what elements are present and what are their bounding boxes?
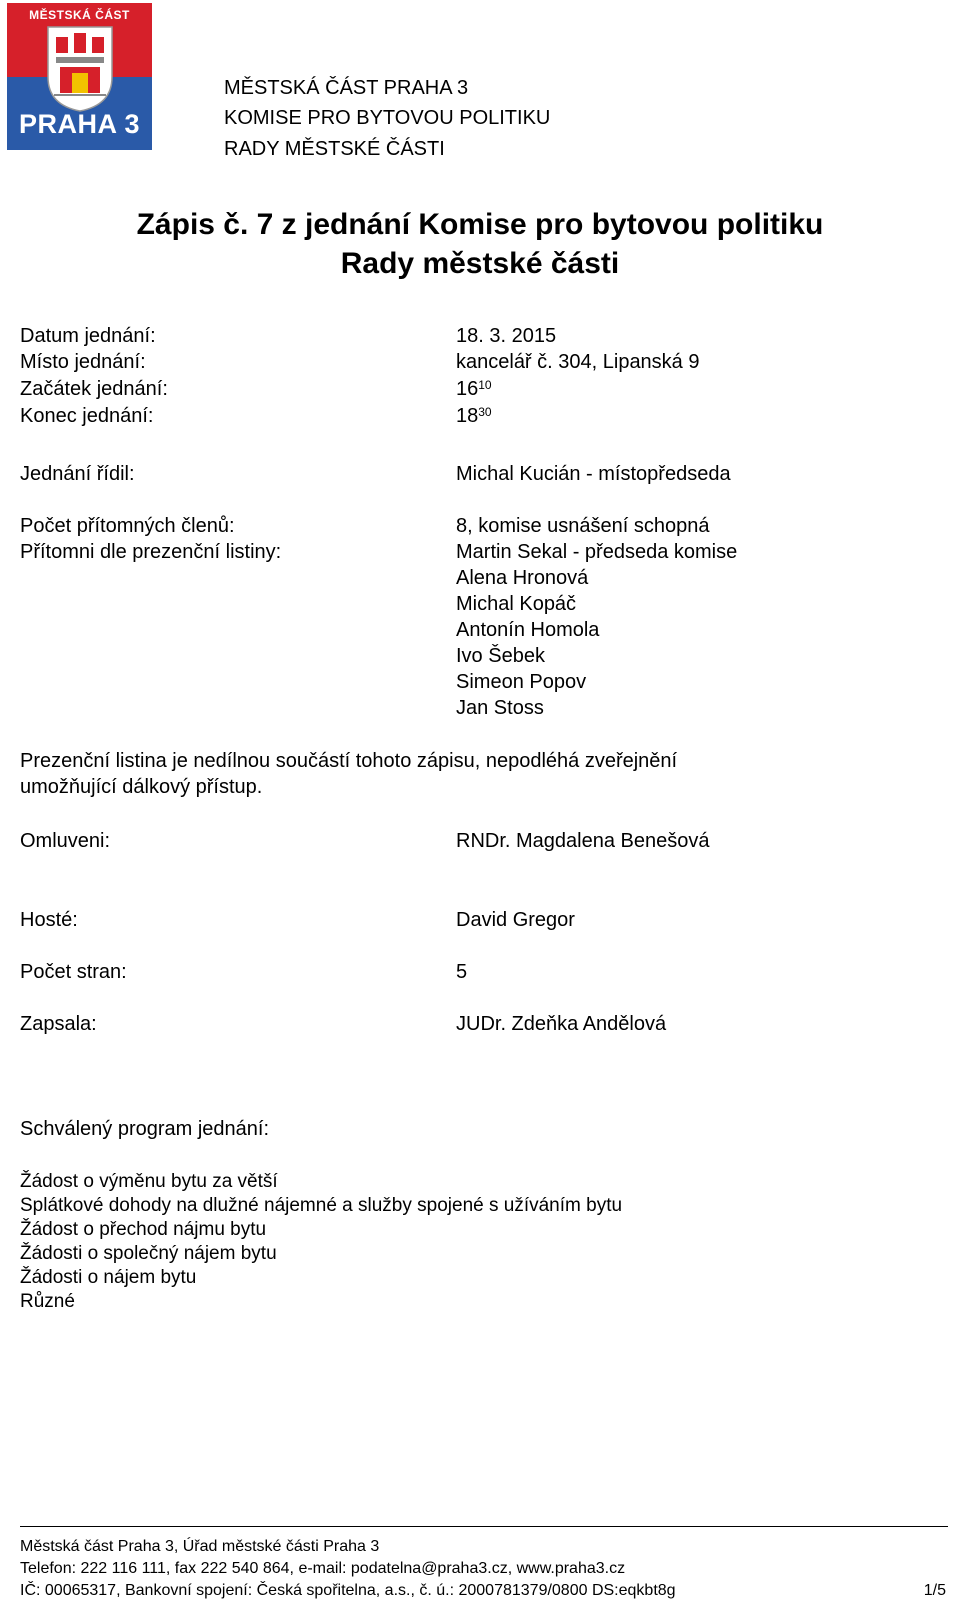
member-item: Martin Sekal - předseda komise — [456, 541, 738, 563]
footer-divider — [20, 1526, 948, 1527]
header-council: RADY MĚSTSKÉ ČÁSTI — [224, 138, 445, 160]
attendance-note-line1: Prezenční listina je nedílnou součástí tohoto zápisu, nepodléhá zveřejnění — [20, 750, 678, 772]
place-label: Místo jednání: — [20, 351, 146, 373]
header-municipality: MĚSTSKÁ ČÁST PRAHA 3 — [224, 77, 469, 99]
date-value: 18. 3. 2015 — [456, 325, 557, 347]
place-value: kancelář č. 304, Lipanská 9 — [456, 351, 700, 373]
chair-label: Jednání řídil: — [20, 463, 135, 485]
start-label: Začátek jednání: — [20, 378, 168, 400]
end-minutes: 30 — [478, 405, 492, 419]
agenda-item: Různé — [20, 1291, 75, 1312]
attendance-note-line2: umožňující dálkový přístup. — [20, 776, 263, 798]
agenda-item: Žádost o výměnu bytu za větší — [20, 1171, 278, 1192]
member-item: Alena Hronová — [456, 567, 589, 589]
member-item: Michal Kopáč — [456, 593, 577, 615]
page-number: 1/5 — [923, 1582, 946, 1599]
agenda-heading: Schválený program jednání: — [20, 1118, 270, 1140]
date-label: Datum jednání: — [20, 325, 156, 347]
member-item: Ivo Šebek — [456, 645, 545, 667]
footer-contact: Telefon: 222 116 111, fax 222 540 864, e-mail: podatelna@praha3.cz, www.praha3.cz — [20, 1560, 626, 1577]
logo-name: PRAHA 3 — [18, 109, 141, 139]
start-minutes: 10 — [478, 378, 492, 392]
member-count-label: Počet přítomných členů: — [20, 515, 235, 537]
header-commission: KOMISE PRO BYTOVOU POLITIKU — [224, 107, 551, 129]
member-item: Antonín Homola — [456, 619, 600, 641]
document-title: Zápis č. 7 z jednání Komise pro bytovou politiku — [136, 208, 824, 241]
agenda-item: Žádosti o nájem bytu — [20, 1267, 197, 1288]
footer-office: Městská část Praha 3, Úřad městské části Praha 3 — [20, 1538, 380, 1555]
end-hour: 18 — [456, 405, 479, 427]
excused-value: RNDr. Magdalena Benešová — [456, 830, 710, 852]
chair-value: Michal Kucián - místopředseda — [456, 463, 731, 485]
page-count-value: 5 — [456, 961, 468, 983]
guests-label: Hosté: — [20, 909, 78, 931]
present-label: Přítomni dle prezenční listiny: — [20, 541, 282, 563]
start-hour: 16 — [456, 378, 479, 400]
excused-label: Omluveni: — [20, 830, 111, 852]
end-time — [456, 404, 492, 429]
logo-caption: MĚSTSKÁ ČÁST — [29, 8, 130, 22]
member-item: Jan Stoss — [456, 697, 544, 719]
recorder-label: Zapsala: — [20, 1013, 97, 1035]
start-time — [456, 377, 492, 402]
agenda-item: Žádost o přechod nájmu bytu — [20, 1219, 267, 1240]
end-label: Konec jednání: — [20, 405, 154, 427]
member-count-value: 8, komise usnášení schopná — [456, 515, 710, 537]
document-subtitle: Rady městské části — [340, 247, 620, 280]
coat-of-arms-icon — [44, 23, 116, 113]
praha3-logo — [7, 3, 152, 150]
recorder-value: JUDr. Zdeňka Andělová — [456, 1013, 667, 1035]
footer-bank: IČ: 00065317, Bankovní spojení: Česká spořitelna, a.s., č. ú.: 2000781379/0800 DS:eqkbt8g — [20, 1582, 676, 1599]
page-count-label: Počet stran: — [20, 961, 127, 983]
agenda-item: Žádosti o společný nájem bytu — [20, 1243, 277, 1264]
guests-value: David Gregor — [456, 909, 575, 931]
agenda-item: Splátkové dohody na dlužné nájemné a služby spojené s užíváním bytu — [20, 1195, 623, 1216]
member-item: Simeon Popov — [456, 671, 587, 693]
